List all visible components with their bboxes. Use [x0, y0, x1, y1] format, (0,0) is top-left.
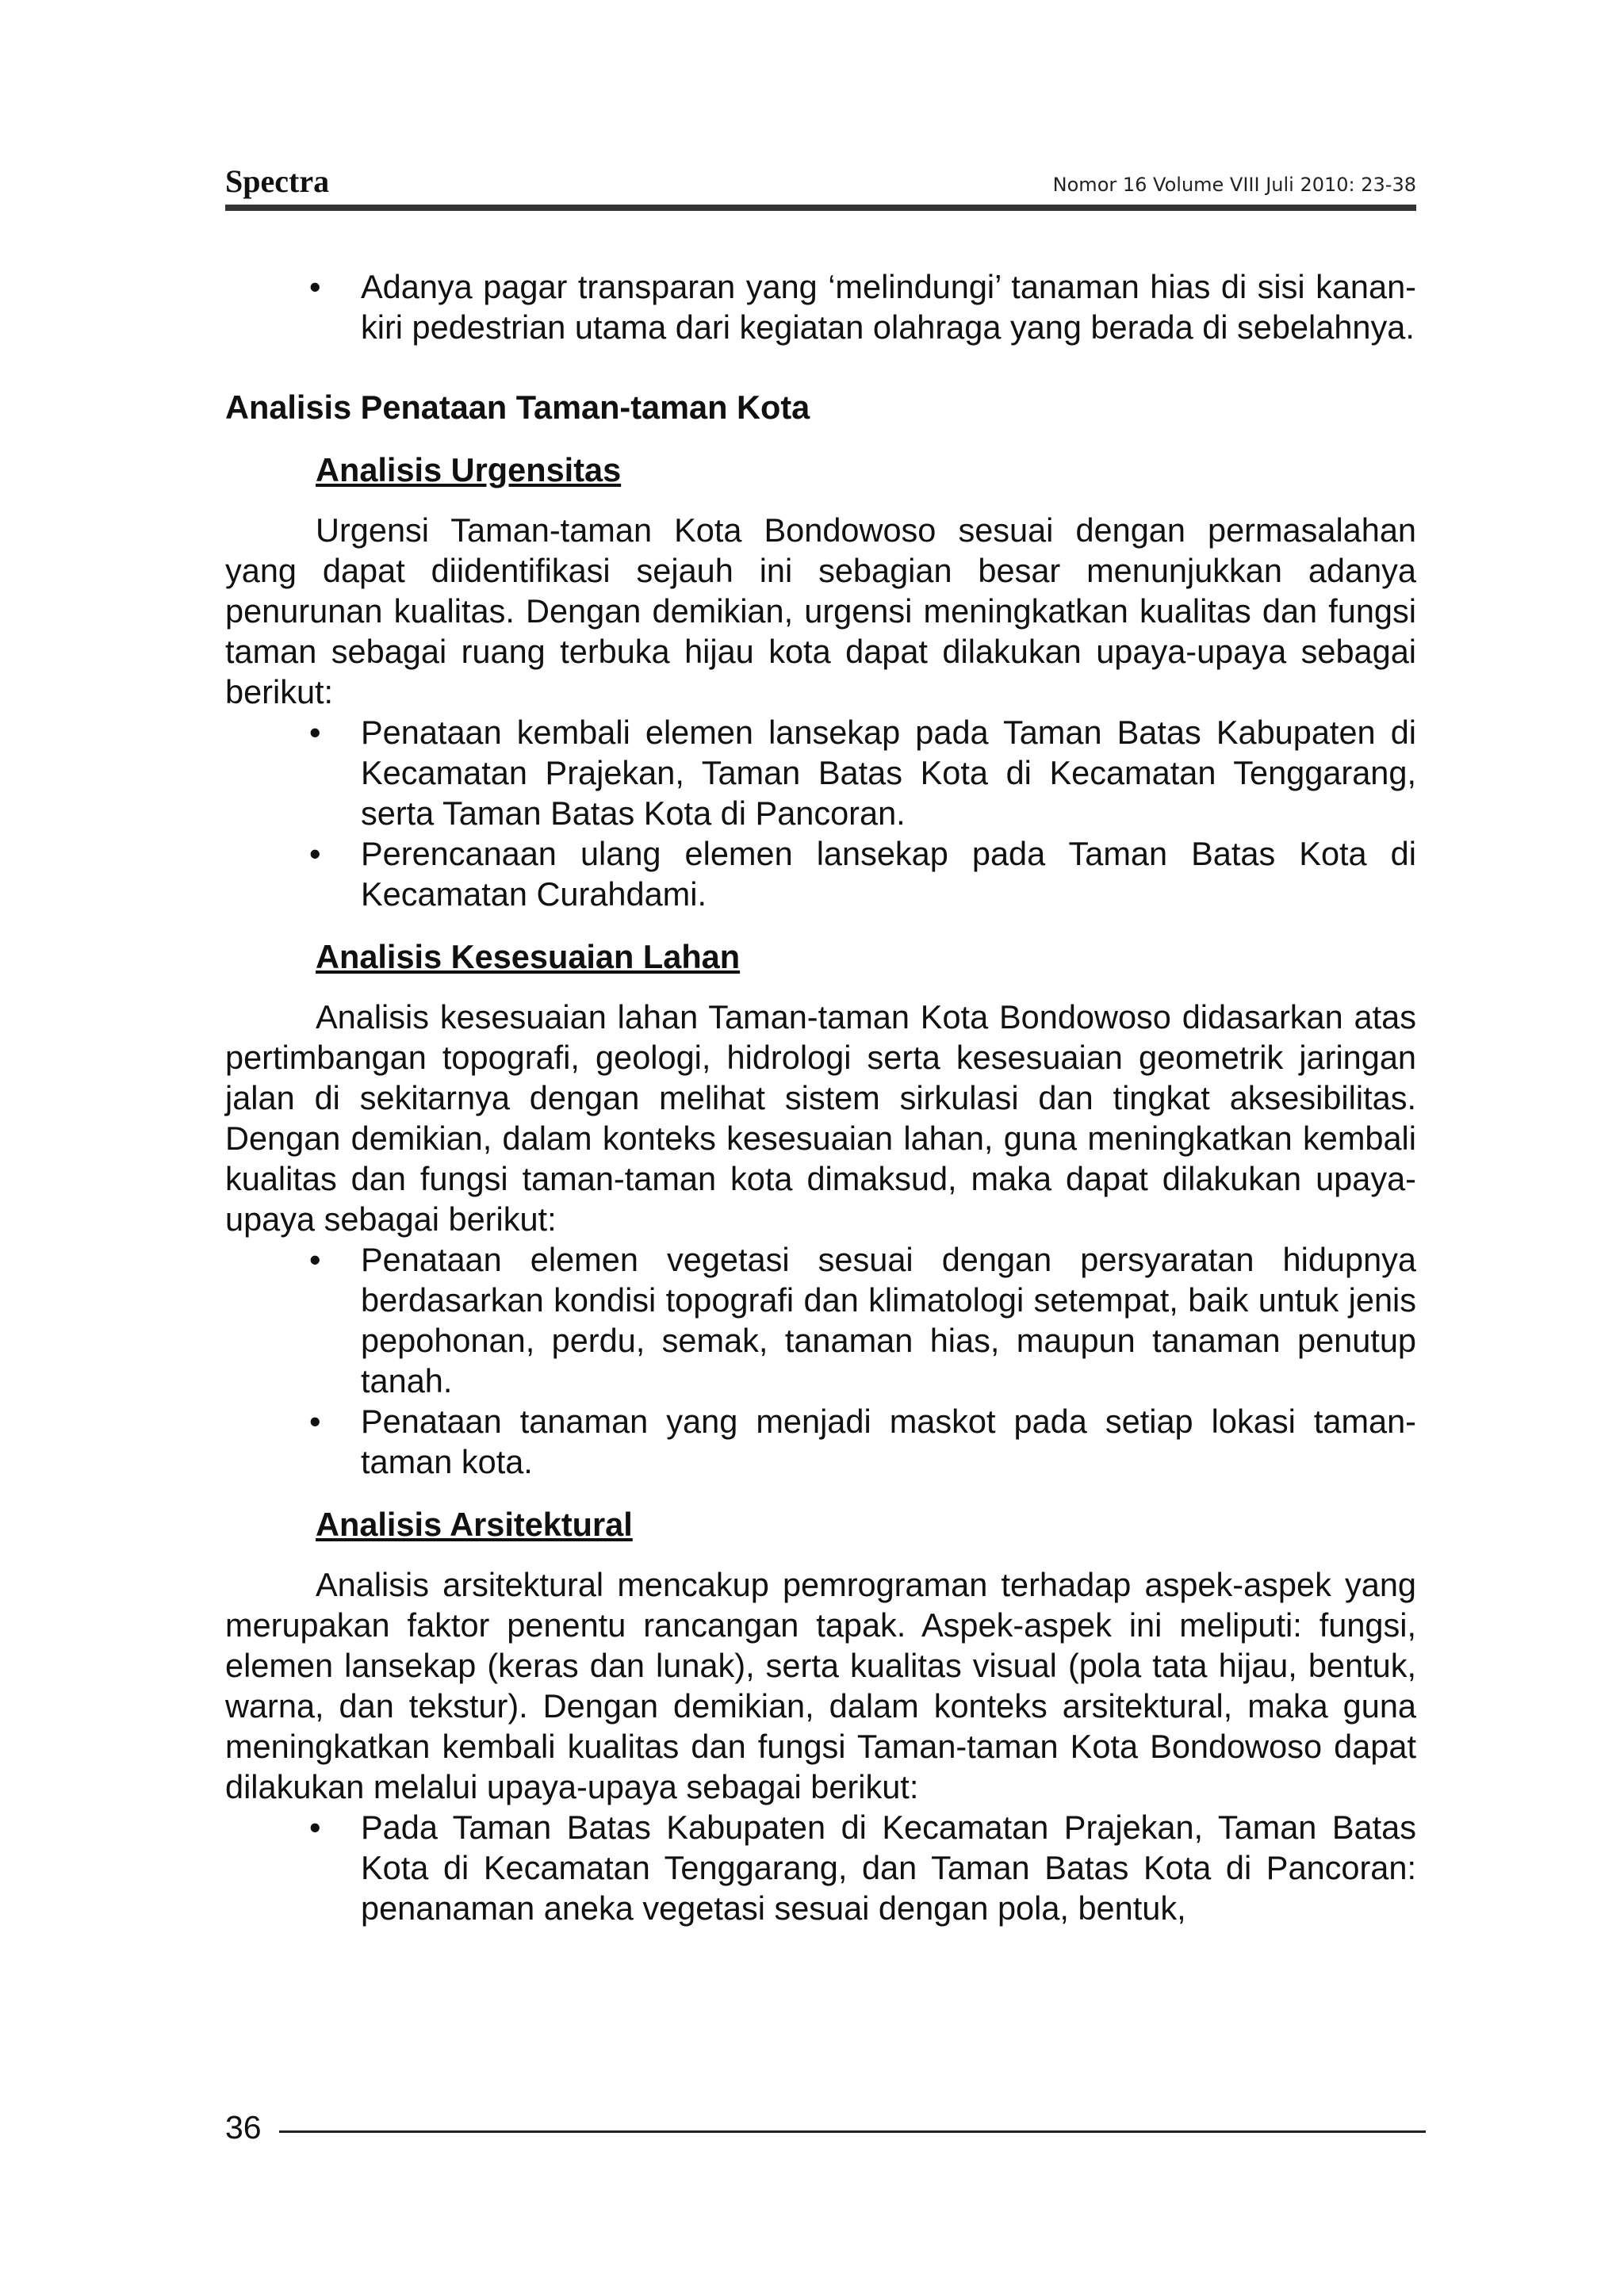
paragraph-arsitektural: Analisis arsitektural mencakup pemrograman terhadap aspek-aspek yang merupakan faktor penentu rancangan tapak. Aspek-aspek ini meliputi: fungsi, elemen lansekap (keras dan lunak), serta kualitas visual (pola tata hijau, bentuk, warna, dan tekstur). Dengan demikian, dalam konteks arsitektural, maka guna meningkatkan kembali kualitas dan fungsi Taman-taman Kota Bondowoso dapat dilakukan melalui upaya-upaya sebagai berikut: [225, 1566, 1416, 1805]
issue-info: Nomor 16 Volume VIII Juli 2010: 23-38 [1052, 174, 1416, 196]
list-item-text: Adanya pagar transparan yang ‘melindungi’ tanaman hias di sisi kanan-kiri pedestrian utama dari kegiatan olahraga yang berada di sebelahnya. [361, 268, 1416, 346]
list-item [225, 712, 1416, 833]
list-item [225, 1401, 1416, 1482]
subsection-title-kesesuaian-lahan: Analisis Kesesuaian Lahan [316, 938, 741, 975]
header-rule [225, 205, 1416, 211]
paragraph-kesesuaian-lahan: Analisis kesesuaian lahan Taman-taman Kota Bondowoso didasarkan atas pertimbangan topografi, geologi, hidrologi serta kesesuaian geometrik jaringan jalan di sekitarnya dengan melihat sistem sirkulasi dan tingkat aksesibilitas. Dengan demikian, dalam konteks kesesuaian lahan, guna meningkatkan kembali kualitas dan fungsi taman-taman kota dimaksud, maka dapat dilakukan upaya-upaya sebagai berikut: [225, 998, 1416, 1238]
continued-bullet-list [225, 266, 1416, 347]
list-item [225, 833, 1416, 914]
list-item-text: Perencanaan ulang elemen lansekap pada Taman Batas Kota di Kecamatan Curahdami. [361, 835, 1416, 913]
bullet-icon: • [309, 1809, 321, 1846]
bullet-icon: • [309, 268, 321, 305]
bullet-list-urgensitas [225, 712, 1416, 914]
subsection-title-arsitektural: Analisis Arsitektural [316, 1506, 633, 1543]
list-item [225, 1239, 1416, 1401]
page-content [225, 266, 1416, 1928]
bullet-icon: • [309, 714, 321, 751]
page-number: 36 [225, 2109, 262, 2146]
footer-rule [279, 2130, 1426, 2133]
bullet-icon: • [309, 1241, 321, 1278]
list-item-text: Penataan tanaman yang menjadi maskot pada setiap lokasi taman-taman kota. [361, 1403, 1416, 1480]
section-title: Analisis Penataan Taman-taman Kota [225, 389, 810, 426]
list-item-text: Penataan elemen vegetasi sesuai dengan persyaratan hidupnya berdasarkan kondisi topografi dan klimatologi setempat, baik untuk jenis pepohonan, perdu, semak, tanaman hias, maupun tanaman penutup tanah. [361, 1241, 1416, 1399]
running-header [225, 163, 1416, 202]
paragraph-urgensitas: Urgensi Taman-taman Kota Bondowoso sesuai dengan permasalahan yang dapat diidentifikasi sejauh ini sebagian besar menunjukkan adanya penurunan kualitas. Dengan demikian, urgensi meningkatkan kualitas dan fungsi taman sebagai ruang terbuka hijau kota dapat dilakukan upaya-upaya sebagai berikut: [225, 511, 1416, 710]
bullet-icon: • [309, 1403, 321, 1440]
bullet-icon: • [309, 835, 321, 872]
bullet-list-arsitektural [225, 1807, 1416, 1928]
bullet-list-kesesuaian-lahan [225, 1239, 1416, 1482]
page-footer [225, 2109, 1426, 2157]
list-item [225, 1807, 1416, 1928]
journal-title: Spectra [225, 163, 330, 199]
list-item-text: Pada Taman Batas Kabupaten di Kecamatan Prajekan, Taman Batas Kota di Kecamatan Tenggarang, dan Taman Batas Kota di Pancoran: penanaman aneka vegetasi sesuai dengan pola, bentuk, [361, 1809, 1416, 1927]
subsection-title-urgensitas: Analisis Urgensitas [316, 451, 622, 488]
list-item-text: Penataan kembali elemen lansekap pada Taman Batas Kabupaten di Kecamatan Prajekan, Taman Batas Kota di Kecamatan Tenggarang, serta Taman Batas Kota di Pancoran. [361, 714, 1416, 832]
list-item [225, 266, 1416, 347]
